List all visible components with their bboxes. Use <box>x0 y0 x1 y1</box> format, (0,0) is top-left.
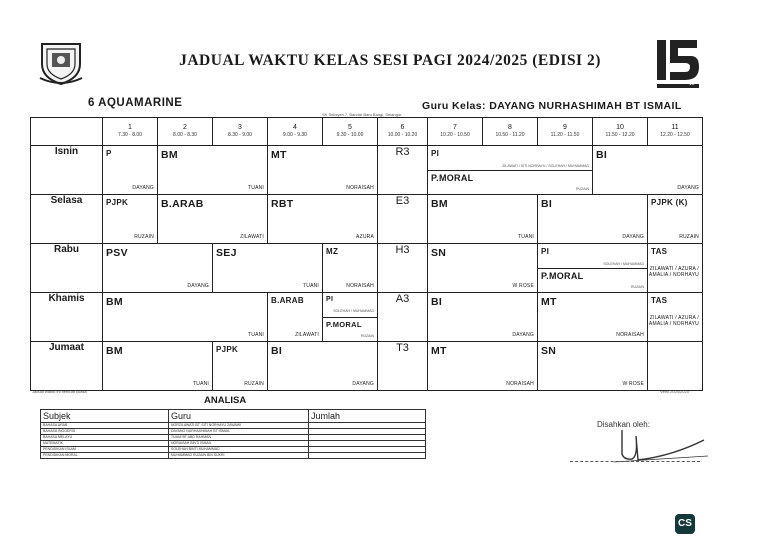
teacher-label: RUZAIN <box>630 285 644 289</box>
teacher-label: ZILAWATI <box>240 234 264 240</box>
period-number: 3 <box>238 124 242 131</box>
lesson-cell-split <box>428 146 593 195</box>
lesson-cell <box>428 342 538 391</box>
camscanner-badge-icon: CS <box>675 514 695 534</box>
teacher-label: ZILAWATI / AZURA / AMALIA / NORHAYU <box>648 266 699 278</box>
period-time: 10.50 - 11.20 <box>495 132 525 138</box>
subject-label: MZ <box>326 247 339 256</box>
teacher-cell: NORZILAWATI BT. SITI NORHAYU ZAWAWI <box>169 423 309 429</box>
period-number: 10 <box>616 124 624 131</box>
subject-label: PI <box>326 296 334 303</box>
period-time: 9.30 - 10.00 <box>336 132 364 138</box>
subject-label: PJPK <box>216 345 239 354</box>
teacher-cell: TUANI BT ABD RAHMAN <box>169 435 309 441</box>
subject-label: SN <box>541 345 557 357</box>
period-number: 1 <box>128 124 132 131</box>
day-label: Selasa <box>31 195 103 244</box>
period-number: 5 <box>348 124 352 131</box>
subject-label: BI <box>271 345 283 357</box>
column-header: Subjek <box>41 410 169 423</box>
teacher-label: RUZAIN <box>360 334 374 338</box>
address-fine-print: SK Seksyen 7, Bandar Baru Bangi, Selangor <box>322 112 402 117</box>
period-time: 8.00 - 8.30 <box>173 132 197 138</box>
lesson-cell <box>323 244 378 293</box>
teacher-label: DAYANG <box>352 381 374 387</box>
teacher-cell: DAYANG NURHASHIMAH BT ISMAIL <box>169 429 309 435</box>
lesson-cell <box>103 244 213 293</box>
teacher-label: DAYANG <box>677 185 699 191</box>
subject-label: BM <box>106 345 123 357</box>
lesson-cell <box>428 195 538 244</box>
day-label: Isnin <box>31 146 103 195</box>
teacher-label: RUZAIN <box>244 381 264 387</box>
lesson-cell <box>593 146 703 195</box>
period-number: 9 <box>563 124 567 131</box>
day-row-isnin <box>31 146 703 195</box>
lesson-cell <box>158 195 268 244</box>
lesson-cell <box>158 146 268 195</box>
period-number: 4 <box>293 124 297 131</box>
day-label: Jumaat <box>31 342 103 391</box>
subject-label: MT <box>541 296 557 308</box>
lesson-cell <box>103 293 268 342</box>
teacher-label: DAYANG <box>187 283 209 289</box>
page-title: JADUAL WAKTU KELAS SESI PAGI 2024/2025 (EDISI 2) <box>179 52 601 69</box>
day-row-jumaat <box>31 342 703 391</box>
period-time: 11.20 - 11.50 <box>550 132 580 138</box>
period-header-row <box>31 118 703 146</box>
period-header <box>648 118 703 146</box>
teacher-label: TUANI <box>518 234 534 240</box>
teacher-label: TUANI <box>248 185 264 191</box>
subject-label: B.ARAB <box>271 296 304 305</box>
period-header <box>268 118 323 146</box>
lesson-cell <box>428 293 538 342</box>
subject-label: PI <box>431 149 440 158</box>
subject-label: PSV <box>106 247 128 259</box>
rest-room-cell: A3 <box>378 293 428 342</box>
school-crest-logo <box>38 38 84 86</box>
rest-room-cell: E3 <box>378 195 428 244</box>
day-label: Rabu <box>31 244 103 293</box>
period-header <box>538 118 593 146</box>
period-time: 10.00 - 10.20 <box>387 132 418 138</box>
period-time: 7.30 - 8.00 <box>118 132 142 138</box>
signature-label: Disahkan oleh: <box>597 420 650 429</box>
column-header: Guru <box>169 410 309 423</box>
lesson-cell <box>538 195 648 244</box>
subject-label: BM <box>431 198 448 210</box>
subject-cell: BAHASA MELAYU <box>41 435 169 441</box>
lesson-cell-split <box>323 293 378 342</box>
period-header <box>323 118 378 146</box>
analysis-heading: ANALISA <box>204 395 247 406</box>
lesson-cell <box>538 293 648 342</box>
class-name: 6 AQUAMARINE <box>88 97 183 109</box>
subject-label-secondary: P.MORAL <box>541 271 584 281</box>
class-teacher: Guru Kelas: DAYANG NURHASHIMAH BT ISMAIL <box>422 100 682 112</box>
teacher-note: SOLEHAH / MUHAMMAD <box>333 309 374 313</box>
logo-number-text: 15 <box>689 81 695 87</box>
subject-label: TAS <box>651 247 668 256</box>
lesson-cell <box>213 244 323 293</box>
lesson-cell <box>428 244 538 293</box>
teacher-label: AZURA <box>356 234 374 240</box>
teacher-label: TUANI <box>248 332 264 338</box>
signature-line <box>570 461 700 462</box>
teacher-cell: MUHAMMAD RUZAIN BIN SUKRI <box>169 453 309 459</box>
period-number: 11 <box>671 124 679 131</box>
subject-label: BI <box>541 198 553 210</box>
subject-label: PI <box>541 247 550 256</box>
lesson-cell <box>103 146 158 195</box>
subject-label: BI <box>431 296 443 308</box>
period-header <box>158 118 213 146</box>
subject-label: MT <box>431 345 447 357</box>
teacher-label: ZILAWATI <box>295 332 319 338</box>
subject-label: RBT <box>271 198 294 210</box>
period-header <box>378 118 428 146</box>
period-time: 11.50 - 12.20 <box>605 132 635 138</box>
rest-room-cell: H3 <box>378 244 428 293</box>
day-row-selasa <box>31 195 703 244</box>
column-header: Jumlah <box>309 410 426 423</box>
teacher-label: TUANI <box>193 381 209 387</box>
teacher-label: W ROSE <box>622 381 644 387</box>
cell-divider <box>538 268 647 269</box>
lesson-cell <box>538 342 648 391</box>
subject-label: PJPK <box>106 198 129 207</box>
footer-note-left: Jadual waktu ini berkuat kuasa <box>32 389 87 394</box>
footer-note-right: Versi 2024/2025 <box>660 389 689 394</box>
table-row <box>41 453 426 459</box>
teacher-label: NORAISAH <box>346 283 374 289</box>
period-time: 10.20 - 10.50 <box>440 132 470 138</box>
period-number: 2 <box>183 124 187 131</box>
teacher-label: RUZAIN <box>679 234 699 240</box>
lesson-cell <box>268 293 323 342</box>
lesson-cell <box>268 195 378 244</box>
subject-label: TAS <box>651 296 668 305</box>
teacher-label: DAYANG <box>132 185 154 191</box>
handwritten-signature <box>612 426 712 464</box>
lesson-cell <box>648 293 703 342</box>
period-time: 12.20 - 12.50 <box>660 132 690 138</box>
lesson-cell <box>103 195 158 244</box>
subject-label-secondary: P.MORAL <box>326 320 362 329</box>
teacher-label: DAYANG <box>622 234 644 240</box>
rest-room-cell: R3 <box>378 146 428 195</box>
analysis-table <box>40 409 426 459</box>
teacher-label: W ROSE <box>512 283 534 289</box>
subject-label: SN <box>431 247 447 259</box>
teacher-label: DAYANG <box>512 332 534 338</box>
subject-label: BI <box>596 149 608 161</box>
period-number: 7 <box>453 124 457 131</box>
subject-cell: PENDIDIKAN MORAL <box>41 453 169 459</box>
subject-label-secondary: P.MORAL <box>431 173 474 183</box>
period-header <box>483 118 538 146</box>
period-header <box>593 118 648 146</box>
subject-label: SEJ <box>216 247 237 259</box>
period-header <box>428 118 483 146</box>
corner-cell <box>31 118 103 146</box>
lesson-cell <box>648 195 703 244</box>
subject-label: MT <box>271 149 287 161</box>
period-header <box>103 118 158 146</box>
subject-label: B.ARAB <box>161 198 204 210</box>
lesson-cell <box>213 342 268 391</box>
rest-room-cell: T3 <box>378 342 428 391</box>
lesson-cell-empty <box>648 342 703 391</box>
analysis-header-row <box>41 410 426 423</box>
teacher-note: ZILAWATI / SITI NORHAYU / SOLEHAH / MUHAMMAD <box>502 164 589 168</box>
day-label: Khamis <box>31 293 103 342</box>
lesson-cell <box>103 342 213 391</box>
subject-cell: MATEMATIK <box>41 441 169 447</box>
teacher-label: NORAISAH <box>506 381 534 387</box>
subject-label: BM <box>161 149 178 161</box>
period-header <box>213 118 268 146</box>
period-time: 9.00 - 9.30 <box>283 132 307 138</box>
teacher-cell: NORAISAH BINTI ISMAIL <box>169 441 309 447</box>
teacher-label: NORAISAH <box>616 332 644 338</box>
teacher-label: ZILAWATI / AZURA / AMALIA / NORHAYU <box>648 315 699 327</box>
teacher-label: NORAISAH <box>346 185 374 191</box>
lesson-cell <box>268 342 378 391</box>
teacher-label: TUANI <box>303 283 319 289</box>
day-row-rabu <box>31 244 703 293</box>
day-row-khamis <box>31 293 703 342</box>
teacher-note: SOLEHAH / MUHAMMAD <box>603 262 644 266</box>
teacher-label: RUZAIN <box>134 234 154 240</box>
lesson-cell <box>268 146 378 195</box>
period-number: 8 <box>508 124 512 131</box>
anniversary-15-logo <box>655 38 701 92</box>
teacher-label: RUZAIN <box>575 187 589 191</box>
cell-divider <box>323 317 377 318</box>
subject-label: PJPK (K) <box>651 198 688 207</box>
timetable-grid <box>30 117 703 391</box>
period-time: 8.30 - 9.00 <box>228 132 252 138</box>
lesson-cell-split <box>538 244 648 293</box>
total-cell <box>309 453 426 459</box>
subject-cell: BAHASA INGGERIS <box>41 429 169 435</box>
subject-label: BM <box>106 296 123 308</box>
teacher-cell: SOLEHAH BINTI MUHAMMAD <box>169 447 309 453</box>
cell-divider <box>428 170 592 171</box>
subject-cell: BAHASA ARAB <box>41 423 169 429</box>
subject-label: P <box>106 149 112 158</box>
period-number: 6 <box>400 124 405 131</box>
subject-cell: PENDIDIKAN ISLAM <box>41 447 169 453</box>
lesson-cell <box>648 244 703 293</box>
